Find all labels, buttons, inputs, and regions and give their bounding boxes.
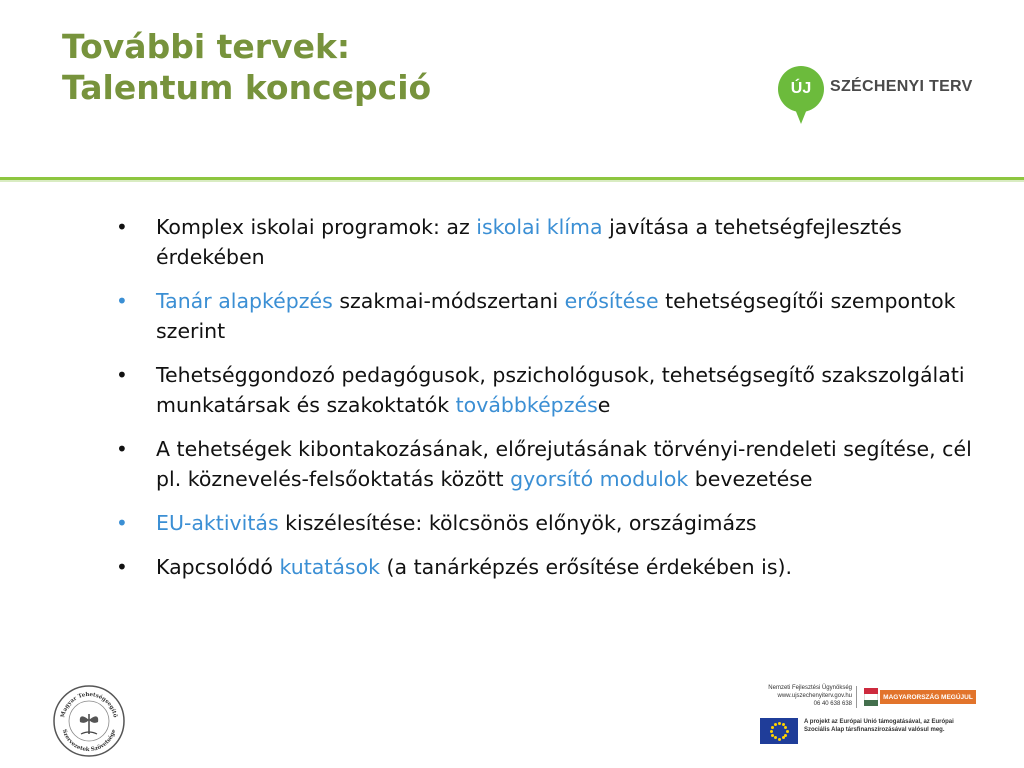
pin-tail	[793, 104, 809, 124]
eu-star-icon	[786, 730, 789, 733]
eu-star-icon	[782, 736, 785, 739]
brand-badge-text: ÚJ	[790, 80, 812, 97]
logo-top-text: Magyar Tehetségsegítő	[60, 691, 118, 719]
bullet-text: szakmai-módszertani	[332, 289, 565, 313]
agency-block	[760, 684, 852, 708]
eu-star-icon	[770, 730, 773, 733]
tehetsegsegito-logo	[52, 684, 126, 758]
footer-separator	[856, 686, 857, 708]
eu-star-icon	[774, 723, 777, 726]
bullet-item	[116, 286, 976, 346]
bullet-text: tehetségsegítői szempontok szerint	[156, 289, 956, 343]
highlighted-term: erősítése	[564, 289, 659, 313]
eu-star-icon	[784, 726, 787, 729]
bullet-text: e	[597, 393, 611, 417]
highlighted-term: iskolai klíma	[476, 215, 603, 239]
bullet-item	[116, 434, 976, 494]
bullet-dot-icon: •	[116, 215, 128, 239]
bullet-item	[116, 508, 976, 538]
bullet-text: Tehetséggondozó pedagógusok, pszichológusok, tehetségsegítő szakszolgálati munkatársak és szakoktatók	[156, 363, 965, 417]
logo-bottom-text: Szervezetek Szövetsége	[60, 728, 118, 754]
brand-name: SZÉCHENYI TERV	[830, 78, 973, 95]
eu-star-icon	[778, 738, 781, 741]
eu-star-icon	[771, 726, 774, 729]
bullet-dot-icon: •	[116, 555, 128, 579]
highlighted-term: Tanár alapképzés	[156, 289, 333, 313]
highlighted-term: gyorsító modulok	[510, 467, 689, 491]
highlighted-term: kutatások	[279, 555, 380, 579]
bullet-list	[116, 212, 976, 596]
agency-phone: 06 40 638 638	[813, 701, 852, 707]
slide-title-line-2: Talentum koncepció	[62, 68, 432, 107]
szechenyi-terv-logo	[778, 66, 978, 126]
bullet-text: javítása a tehetségfejlesztés érdekében	[156, 215, 902, 269]
agency-url: www.ujszechenyiterv.gov.hu	[777, 693, 852, 699]
slide-title-line-1: További tervek:	[62, 27, 351, 66]
bullet-item	[116, 360, 976, 420]
eu-funding-text: A projekt az Európai Unió támogatásával, az Európai Szociális Alap társfinanszírozásával valósul meg.	[804, 719, 954, 733]
header-divider-shadow	[0, 180, 1024, 182]
eu-star-icon	[784, 734, 787, 737]
bullet-dot-icon: •	[116, 437, 128, 461]
hungarian-flag-icon	[864, 688, 878, 706]
bullet-item	[116, 212, 976, 272]
agency-name: Nemzeti Fejlesztési Ügynökség	[768, 685, 852, 691]
bullet-text: (a tanárképzés erősítése érdekében is).	[380, 555, 793, 579]
hungary-renews-badge: MAGYARORSZÁG MEGÚJUL	[880, 690, 976, 704]
eu-flag-icon	[760, 718, 798, 744]
eu-star-icon	[778, 722, 781, 725]
highlighted-term: EU-aktivitás	[156, 511, 279, 535]
eu-star-icon	[774, 736, 777, 739]
bullet-text: Kapcsolódó	[156, 555, 280, 579]
highlighted-term: továbbképzés	[455, 393, 598, 417]
footer-logos	[760, 684, 1000, 764]
bullet-text: bevezetése	[688, 467, 813, 491]
bullet-text: A tehetségek kibontakozásának, előrejutásának törvényi-rendeleti segítése, cél pl. köznevelés-felsőoktatás között	[156, 437, 972, 491]
bullet-dot-icon: •	[116, 363, 128, 387]
slide-title	[62, 26, 431, 108]
bullet-text: Komplex iskolai programok: az	[156, 215, 477, 239]
bullet-item	[116, 552, 976, 582]
bullet-dot-icon: •	[116, 511, 128, 535]
bullet-dot-icon: •	[116, 289, 128, 313]
bullet-text: kiszélesítése: kölcsönös előnyök, országimázs	[278, 511, 757, 535]
eu-star-icon	[771, 734, 774, 737]
